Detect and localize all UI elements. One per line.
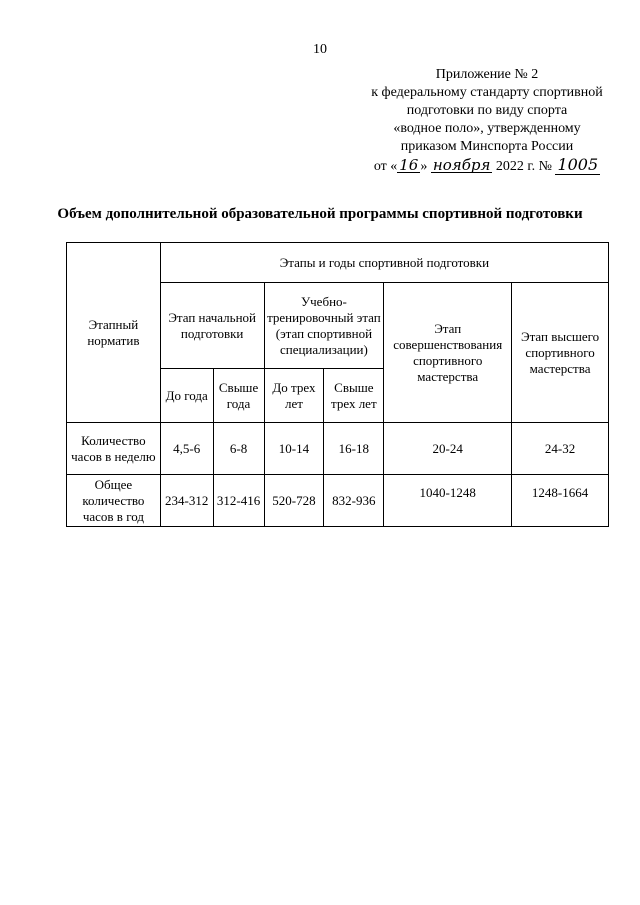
stage-header: Этап начальной подготовки (168, 309, 256, 341)
appendix-line: Приложение № 2 (435, 67, 539, 82)
corner-header: Этапный норматив (87, 316, 140, 348)
row-label-cell (67, 475, 161, 527)
value-cell: 234-312 (160, 475, 213, 527)
value-cell: 520-728 (264, 475, 324, 527)
appendix-line: подготовки по виду спорта (406, 103, 568, 118)
row-label: Общее количество часов в год (82, 476, 145, 524)
year-header-cell (213, 369, 264, 423)
stage-header-cell (512, 283, 609, 423)
document-title: Объем дополнительной образовательной программы спортивной подготовки (57, 206, 583, 222)
table-row (67, 475, 609, 527)
year-header: До года (165, 387, 208, 403)
stage-header: Этап высшего спортивного мастерства (520, 328, 600, 376)
stage-header-cell (264, 283, 384, 369)
value-cell: 10-14 (264, 423, 324, 475)
year-header-cell (160, 369, 213, 423)
handwritten-month: ноября (432, 156, 491, 174)
stage-header-cell (160, 283, 264, 369)
value-cell: 20-24 (384, 423, 512, 475)
year-header-cell (264, 369, 324, 423)
appendix-block (352, 66, 622, 176)
value-cell: 1040-1248 (384, 475, 512, 527)
appendix-line: к федеральному стандарту спортивной (371, 85, 603, 100)
value-cell: 16-18 (324, 423, 384, 475)
date-mid: » (420, 159, 428, 174)
row-label: Количество часов в неделю (71, 432, 156, 464)
appendix-line: приказом Минспорта России (400, 139, 574, 154)
row-label-cell (67, 423, 161, 475)
handwritten-order-number: 1005 (557, 155, 599, 174)
value-cell: 6-8 (213, 423, 264, 475)
year-header: Свыше года (218, 379, 259, 411)
table-row (67, 423, 609, 475)
order-date-line (352, 156, 622, 176)
appendix-line: «водное поло», утвержденному (393, 121, 581, 136)
year-header-cell (324, 369, 384, 423)
value-cell: 312-416 (213, 475, 264, 527)
value-cell: 4,5-6 (160, 423, 213, 475)
date-year: 2022 г. № (495, 159, 552, 174)
handwritten-day: 16 (399, 156, 419, 174)
page-number: 10 (313, 42, 327, 57)
corner-header-cell (67, 243, 161, 423)
stage-header-cell (384, 283, 512, 423)
value-cell: 832-936 (324, 475, 384, 527)
value-cell: 1248-1664 (512, 475, 609, 527)
program-volume-table (66, 242, 609, 527)
stage-header: Учебно-тренировочный этап (этап спортивной специализации) (267, 293, 381, 357)
stage-header: Этап совершенствования спортивного мастерства (393, 320, 503, 384)
year-header: Свыше трех лет (331, 379, 377, 411)
group-header: Этапы и годы спортивной подготовки (279, 254, 490, 270)
date-prefix: от « (373, 159, 398, 174)
value-cell: 24-32 (512, 423, 609, 475)
year-header: До трех лет (272, 379, 316, 411)
group-header-cell (160, 243, 608, 283)
